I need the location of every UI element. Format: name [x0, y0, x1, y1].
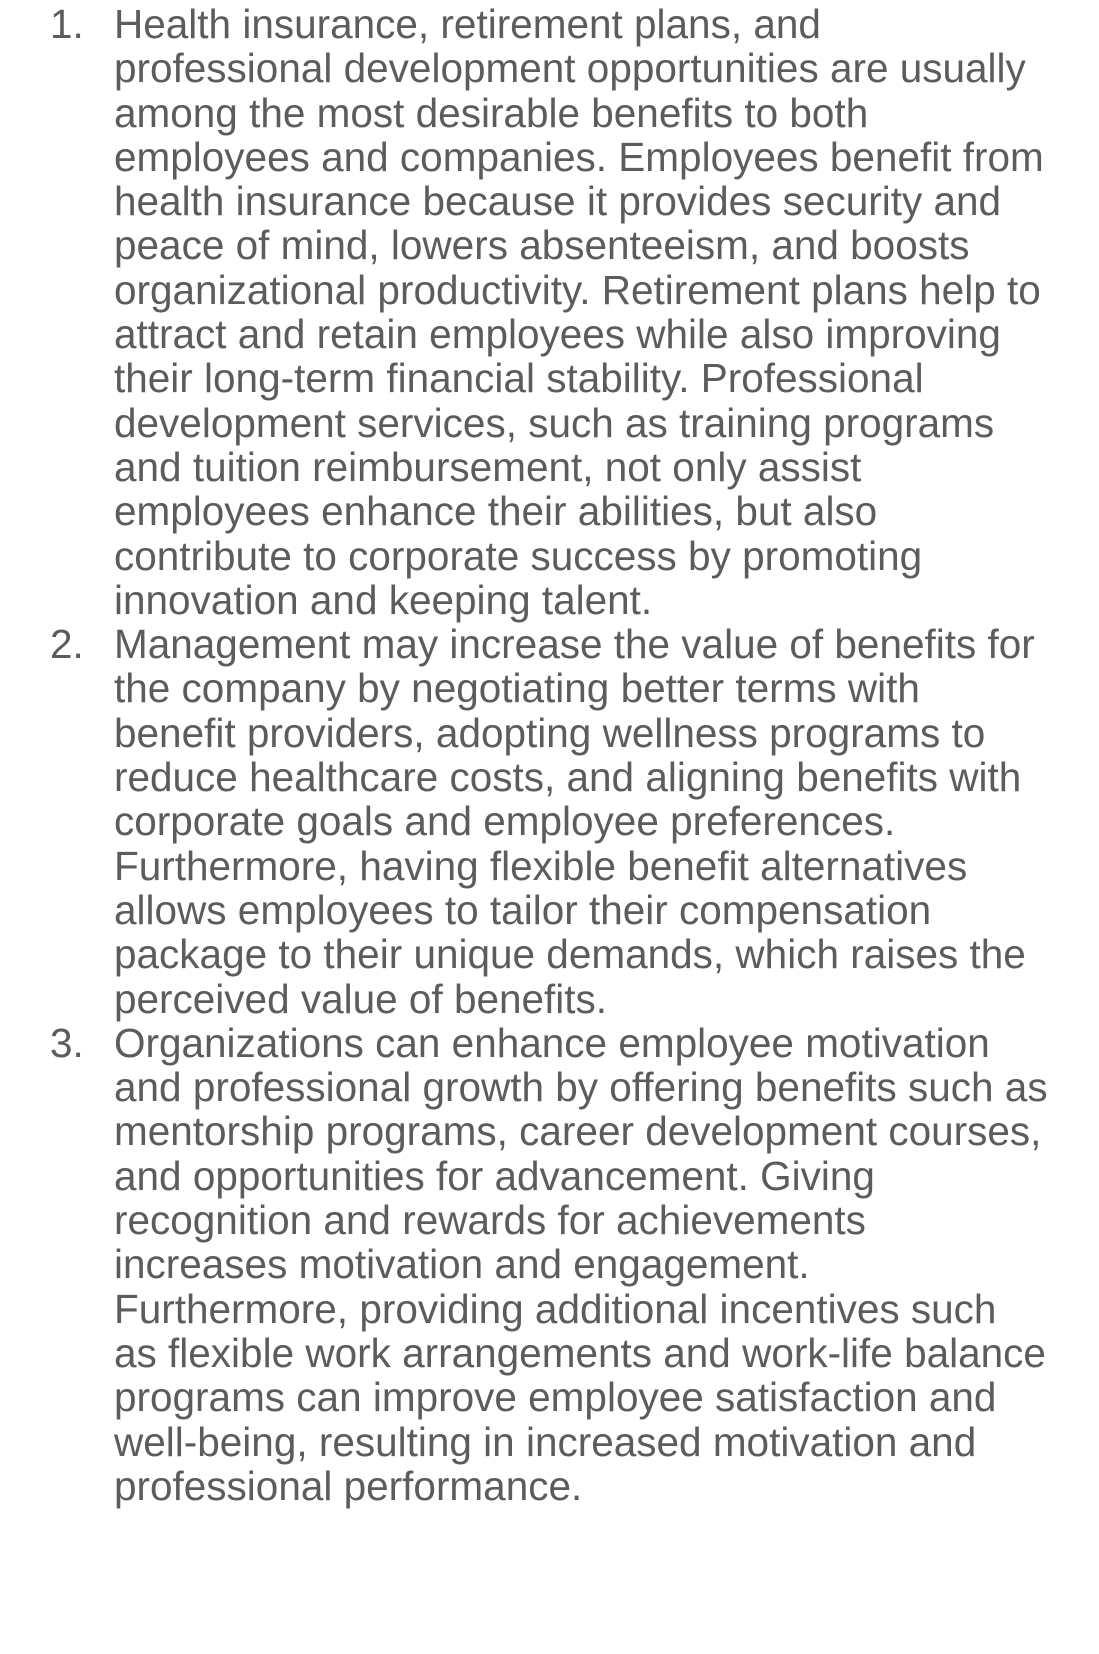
numbered-answer-list — [0, 2, 1049, 1508]
list-item — [0, 1021, 1049, 1508]
list-item-text: Health insurance, retirement plans, and professional development opportunities are usually among the most desirable benefits to both employees and companies. Employees benefit from health insurance because it provides security and peace of mind, lowers absenteeism, and boosts organizational productivity. Retirement plans help to attract and retain employees while also improving their long-term financial stability. Professional development services, such as training programs and tuition reimbursement, not only assist employees enhance their abilities, but also contribute to corporate success by promoting innovation and keeping talent. — [114, 1, 1044, 623]
list-item-number: 1. — [50, 1, 84, 47]
list-item-text: Organizations can enhance employee motivation and professional growth by offering benefits such as mentorship programs, career development courses, and opportunities for advancement. Giving recognition and rewards for achievements increases motivation and engagement. Furthermore, providing additional incentives such as flexible work arrangements and work-life balance programs can improve employee satisfaction and well-being, resulting in increased motivation and professional performance. — [114, 1019, 1048, 1509]
list-item-number: 2. — [50, 621, 84, 668]
list-item — [0, 622, 1049, 1021]
list-item-text: Management may increase the value of benefits for the company by negotiating better terms with benefit providers, adopting wellness programs to reduce healthcare costs, and aligning benefits with corporate goals and employee preferences. Furthermore, having flexible benefit alternatives allows employees to tailor their compensation package to their unique demands, which raises the perceived value of benefits. — [114, 621, 1035, 1022]
list-item-number: 3. — [50, 1019, 84, 1066]
list-item — [0, 2, 1049, 622]
